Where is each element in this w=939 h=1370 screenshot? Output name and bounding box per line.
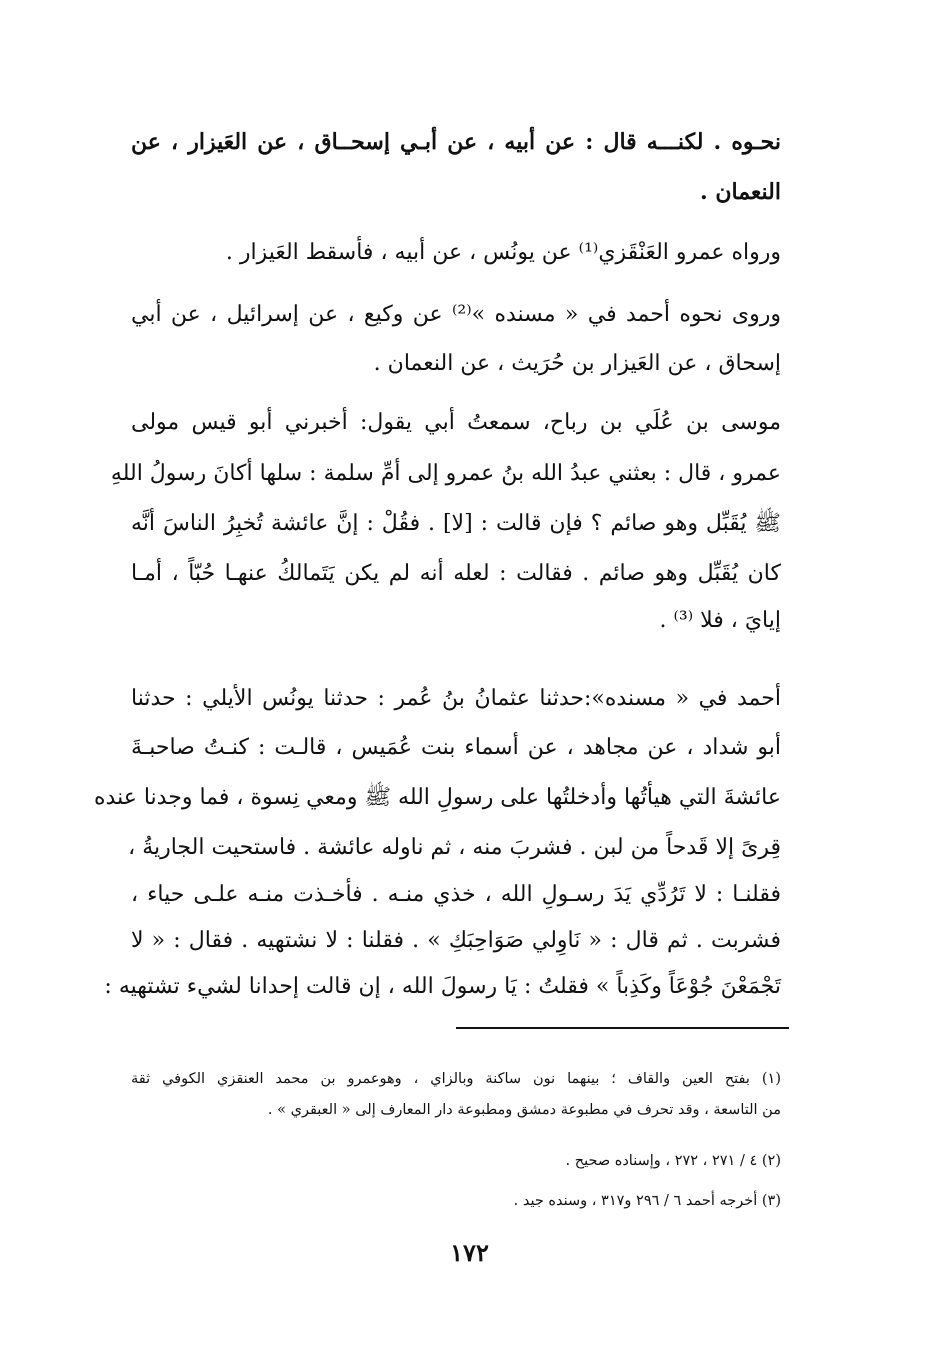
text-line: أحمد في « مسنده»:حدثنا عثمانُ بنُ عُمر : حدثنا يونُس الأيلي : حدثنا [131,686,781,711]
footnote-line: (١) بفتح العين والقاف ؛ بينهما نون ساكنة وبالزاي ، وهوعمرو بن محمد العنقزي الكوفي ثقة [131,1071,781,1087]
footnote-line: من التاسعة ، وقد تحرف في مطبوعة دمشق ومطبوعة دار المعارف إلى « العبقري » . [267,1102,781,1118]
footnote-line: (٢) ٤ / ٢٧١ ، ٢٧٢ ، وإسناده صحيح . [565,1153,781,1169]
text-line: ﷺ يُقَبِّل وهو صائم ؟ فإن قالت : [لا] . فقُلْ : إنَّ عائشة تُخبِرُ الناسَ أنَّه [131,511,781,536]
footnote-line: (٣) أخرجه أحمد ٦ / ٢٩٦ و٣١٧ ، وسنده جيد . [513,1193,781,1209]
text-line: موسى بن عُلَي بن رباح، سمعتُ أبي يقول: أخبرني أبو قيس مولى [131,410,781,435]
text-line: نحـوه . لكنـــه قال : عن أبيه ، عن أبـي إسحــاق ، عن العَيزار ، عن [131,129,781,155]
text-line: إيايَ ، فلا ⁽³⁾ . [659,608,781,633]
text-line: النعمان . [700,179,781,205]
footnote-separator [456,1027,789,1029]
text-line: تَجْمَعْنَ جُوْعَاً وكَذِباً » فقلتُ : يَا رسولَ الله ، إن قالت إحدانا لشيء تشتهيه : [104,974,781,999]
page-number: ١٧٢ [450,1238,489,1267]
text-line: قِرىً إلا قَدحاً من لبن . فشربَ منه ، ثم ناوله عائشة . فاستحيت الجاريةُ ، [128,835,781,860]
text-line: عائشةَ التي هيأتُها وأدخلتُها على رسولِ الله ﷺ ومعي نِسوة ، فما وجدنا عنده [94,785,781,810]
text-line: إسحاق ، عن العَيزار بن حُرَيث ، عن النعمان . [373,351,781,376]
text-line: أبو شداد ، عن مجاهد ، عن أسماء بنت عُمَيس ، قالـت : كنـتُ صاحبـةَ [131,735,781,760]
text-line: فقلنـا : لا تَرُدِّي يَدَ رسـولِ الله ، خذي منـه . فأخـذت منـه علـى حياء ، [131,882,781,907]
text-line: عمرو ، قال : بعثني عبدُ الله بنُ عمرو إلى أمِّ سلمة : سلها أكانَ رسولُ اللهِ [110,461,781,486]
text-line: كان يُقَبِّل وهو صائم . فقالت : لعله أنه لم يكن يَتَمالكُ عنهـا حُبّاً ، أمـا [131,561,781,586]
text-line: فشربت . ثم قال : « نَاوِلي صَوَاحِبَكِ » . فقلنا : لا نشتهيه . فقال : « لا [131,928,781,953]
text-line: ورواه عمرو العَنْقَزي⁽¹⁾ عن يونُس ، عن أبيه ، فأسقط العَيزار . [225,240,781,265]
text-line: وروى نحوه أحمد في « مسنده »⁽²⁾ عن وكيع ، عن إسرائيل ، عن أبي [131,302,781,327]
